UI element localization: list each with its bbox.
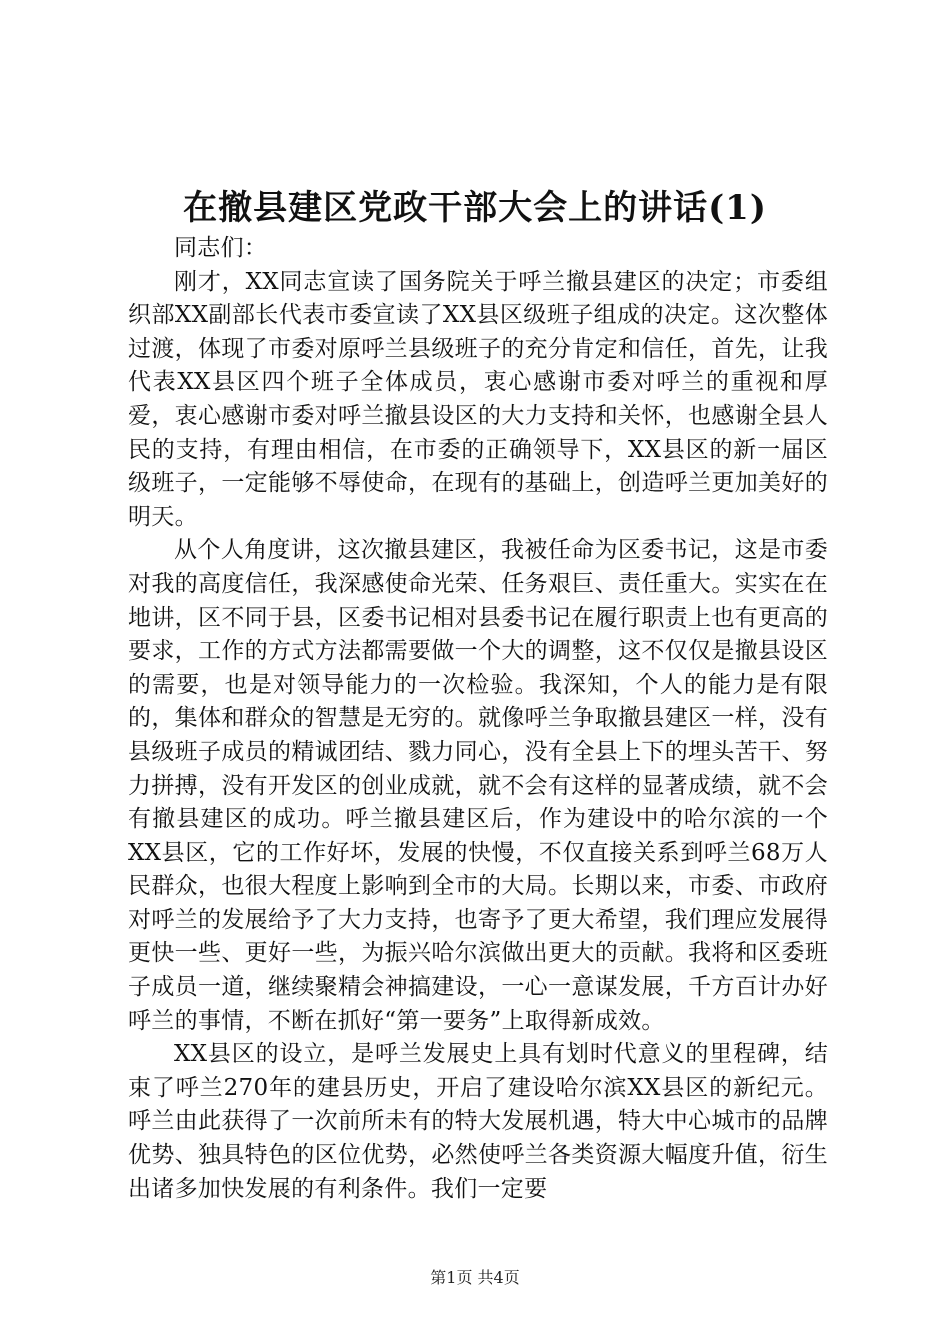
paragraph-1: 刚才，XX同志宣读了国务院关于呼兰撤县建区的决定；市委组织部XX副部长代表市委宣读了XX县区级班子组成的决定。这次整体过渡，体现了市委对原呼兰县级班子的充分肯定和信任，首先，让我代表XX县区四个班子全体成员，衷心感谢市委对呼兰的重视和厚爱，衷心感谢市委对呼兰撤县设区的大力支持和关怀，也感谢全县人民的支持，有理由相信，在市委的正确领导下，XX县区的新一届区级班子，一定能够不辱使命，在现有的基础上，创造呼兰更加美好的明天。 [128, 268, 828, 530]
paragraph-salutation: 同志们： [174, 235, 268, 261]
document-title: 在撤县建区党政干部大会上的讲话(1) [183, 188, 767, 228]
paragraph-3: XX县区的设立，是呼兰发展史上具有划时代意义的里程碑，结束了呼兰270年的建县历史，开启了建设哈尔滨XX县区的新纪元。呼兰由此获得了一次前所未有的特大发展机遇，特大中心城市的品牌优势、独具特色的区位优势，必然使呼兰各类资源大幅度升值，衍生出诸多加快发展的有利条件。我们一定要 [128, 1041, 828, 1202]
document-body [128, 232, 828, 1206]
page-number-footer: 第1页 共4页 [430, 1268, 520, 1287]
paragraph-2: 从个人角度讲，这次撤县建区，我被任命为区委书记，这是市委对我的高度信任，我深感使命光荣、任务艰巨、责任重大。实实在在地讲，区不同于县，区委书记相对县委书记在履行职责上也有更高的要求，工作的方式方法都需要做一个大的调整，这不仅仅是撤县设区的需要，也是对领导能力的一次检验。我深知，个人的能力是有限的，集体和群众的智慧是无穷的。就像呼兰争取撤县建区一样，没有县级班子成员的精诚团结、戮力同心，没有全县上下的埋头苦干、努力拼搏，没有开发区的创业成就，就不会有这样的显著成绩，就不会有撤县建区的成功。呼兰撤县建区后，作为建设中的哈尔滨的一个XX县区，它的工作好坏，发展的快慢，不仅直接关系到呼兰68万人民群众，也很大程度上影响到全市的大局。长期以来，市委、市政府对呼兰的发展给予了大力支持，也寄予了更大希望，我们理应发展得更快一些、更好一些，为振兴哈尔滨做出更大的贡献。我将和区委班子成员一道，继续聚精会神搞建设，一心一意谋发展，千方百计办好呼兰的事情，不断在抓好“第一要务”上取得新成效。 [128, 537, 828, 1034]
